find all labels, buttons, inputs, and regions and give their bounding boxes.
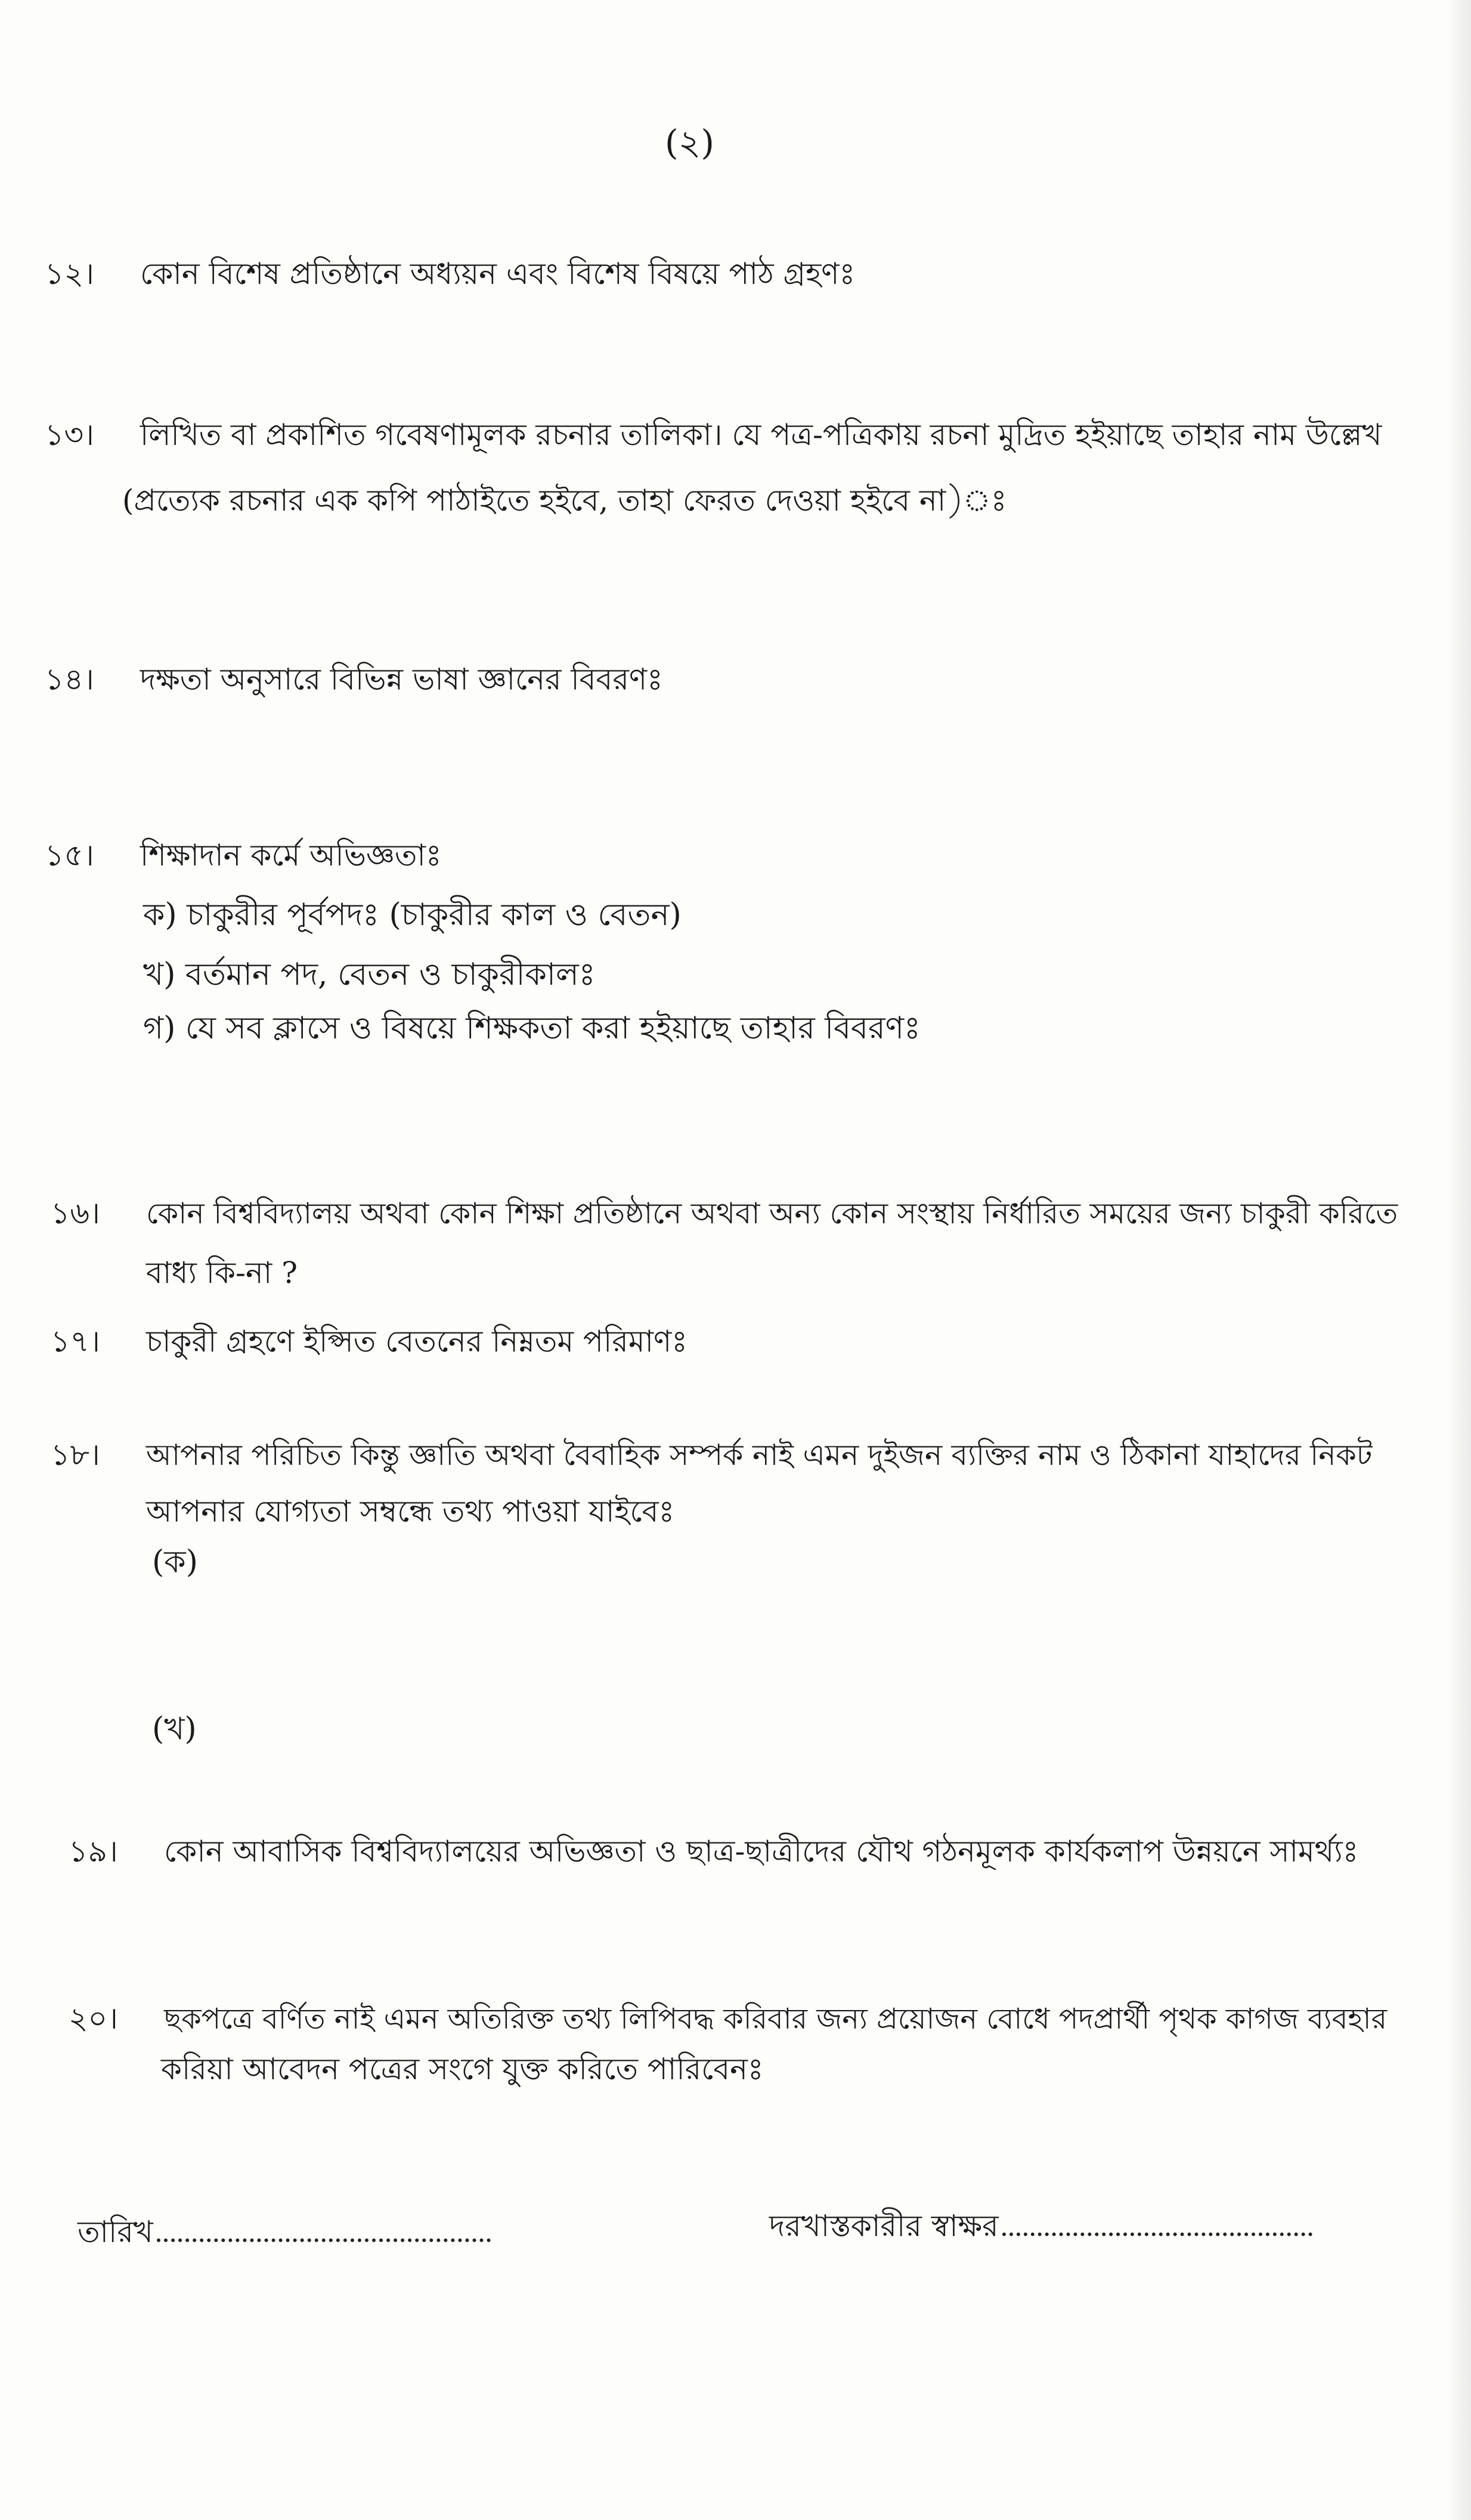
item-18-text: আপনার পরিচিত কিন্তু জ্ঞাতি অথবা বৈবাহিক সম্পর্ক নাই এমন দুইজন ব্যক্তির নাম ও ঠিকানা যাহাদের নিকট	[146, 1438, 1373, 1472]
item-15-sub-a: ক) চাকুরীর পূর্বপদঃ (চাকুরীর কাল ও বেতন)	[143, 897, 682, 933]
item-18	[51, 1428, 1373, 1482]
item-17-number: ১৭।	[51, 1324, 100, 1359]
item-15	[45, 829, 442, 882]
signature-field	[769, 2204, 1312, 2253]
item-12-number: ১২।	[45, 256, 94, 291]
item-18-sub-kha: (খ)	[152, 1711, 197, 1747]
date-field	[78, 2210, 491, 2259]
item-18-continuation: আপনার যোগ্যতা সম্বন্ধে তথ্য পাওয়া যাইবেঃ	[146, 1494, 675, 1529]
scan-edge-shadow	[1447, 0, 1471, 2520]
item-15-sub-b: খ) বর্তমান পদ, বেতন ও চাকুরীকালঃ	[143, 957, 596, 992]
item-15-number: ১৫।	[45, 838, 94, 873]
page-number: (২)	[665, 122, 714, 163]
item-16-continuation: বাধ্য কি-না ?	[146, 1256, 298, 1290]
item-20-number: ২০।	[69, 2001, 118, 2036]
date-dotted-line[interactable]	[157, 2234, 491, 2242]
item-12-text: কোন বিশেষ প্রতিষ্ঠানে অধ্যয়ন এবং বিশেষ বিষয়ে পাঠ গ্রহণঃ	[140, 256, 856, 291]
item-18-sub-ka: (ক)	[152, 1544, 198, 1580]
item-19	[69, 1825, 1358, 1878]
item-14	[45, 653, 663, 706]
item-20-text: ছকপত্রে বর্ণিত নাই এমন অতিরিক্ত তথ্য লিপিবদ্ধ করিবার জন্য প্রয়োজন বোধে পদপ্রার্থী পৃথক কাগজ ব্যবহার	[164, 2002, 1387, 2036]
item-16	[51, 1187, 1398, 1240]
item-18-number: ১৮।	[51, 1437, 100, 1472]
item-14-number: ১৪।	[45, 662, 94, 697]
item-13-continuation: (প্রত্যেক রচনার এক কপি পাঠাইতে হইবে, তাহা ফেরত দেওয়া হইবে না)ঃ	[122, 483, 1007, 518]
item-13-number: ১৩।	[45, 418, 94, 452]
signature-dotted-line[interactable]	[1002, 2228, 1312, 2236]
date-label: তারিখ	[78, 2215, 153, 2249]
item-13	[45, 409, 1382, 461]
item-13-text: লিখিত বা প্রকাশিত গবেষণামূলক রচনার তালিকা। যে পত্র-পত্রিকায় রচনা মুদ্রিত হইয়াছে তাহার নাম উল্লেখ	[140, 418, 1382, 452]
item-19-text: কোন আবাসিক বিশ্ববিদ্যালয়ের অভিজ্ঞতা ও ছাত্র-ছাত্রীদের যৌথ গঠনমূলক কার্যকলাপ উন্নয়নে সামর্থ্যঃ	[164, 1834, 1359, 1869]
item-16-number: ১৬।	[51, 1196, 100, 1230]
item-16-text: কোন বিশ্ববিদ্যালয় অথবা কোন শিক্ষা প্রতিষ্ঠানে অথবা অন্য কোন সংস্থায় নির্ধারিত সময়ের জন্য চাকুরী করিতে	[146, 1196, 1398, 1230]
item-19-number: ১৯।	[69, 1834, 118, 1869]
item-20	[69, 1992, 1387, 2045]
item-12	[45, 248, 855, 300]
item-14-text: দক্ষতা অনুসারে বিভিন্ন ভাষা জ্ঞানের বিবরণঃ	[140, 662, 663, 697]
item-17	[51, 1315, 688, 1368]
item-15-sub-c: গ) যে সব ক্লাসে ও বিষয়ে শিক্ষকতা করা হইয়াছে তাহার বিবরণঃ	[143, 1010, 921, 1046]
item-17-text: চাকুরী গ্রহণে ইপ্সিত বেতনের নিম্নতম পরিমাণঃ	[146, 1324, 688, 1359]
item-15-text: শিক্ষাদান কর্মে অভিজ্ঞতাঃ	[140, 838, 442, 873]
signature-label: দরখাস্তকারীর স্বাক্ষর	[769, 2209, 999, 2243]
item-20-continuation: করিয়া আবেদন পত্রের সংগে যুক্ত করিতে পারিবেনঃ	[161, 2052, 764, 2086]
